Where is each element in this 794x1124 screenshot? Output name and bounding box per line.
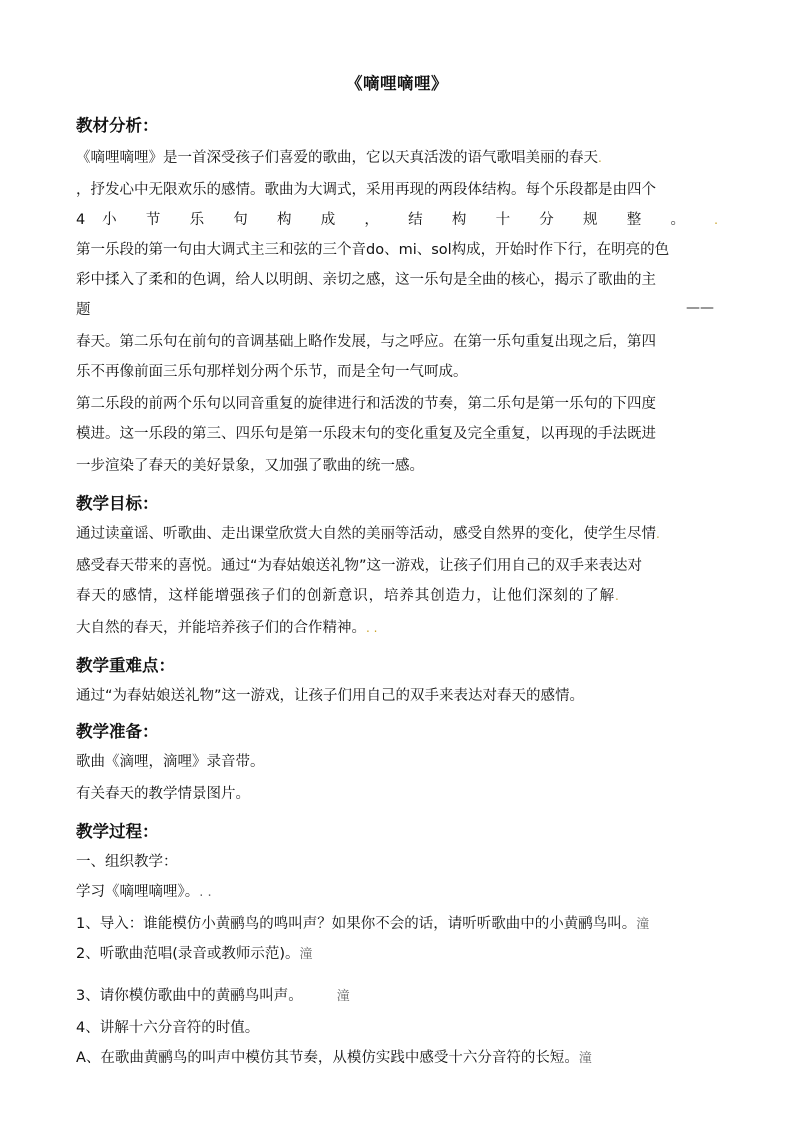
process-line-7-text: A、在歌曲黄鹂鸟的叫声中模仿其节奏，从模仿实践中感受十六分音符的长短。 <box>76 1050 579 1066</box>
process-line-3 <box>76 914 649 935</box>
trailing-char: 潼 <box>636 917 650 932</box>
analysis-line-6: 题 <box>76 302 91 318</box>
section-heading-goals: 教学目标： <box>76 494 159 513</box>
goals-line-4 <box>76 618 377 638</box>
process-line-4 <box>76 944 313 965</box>
em-dash: —— <box>686 300 714 316</box>
process-line-5-text: 3、请你模仿歌曲中的黄鹂鸟叫声。 <box>76 988 303 1004</box>
trailing-mark: . <box>714 213 718 227</box>
page-title: 《嘀哩嘀哩》 <box>346 74 448 93</box>
section-heading-key-points: 教学重难点： <box>76 656 175 675</box>
analysis-line-1 <box>76 148 602 168</box>
preparation-line-1: 歌曲《滴哩，滴哩》录音带。 <box>76 754 265 770</box>
process-line-3-text: 1、导入：谁能模仿小黄鹂鸟的鸣叫声？如果你不会的话，请听听歌曲中的小黄鹂鸟叫。 <box>76 916 637 932</box>
process-line-2 <box>76 882 212 903</box>
section-heading-process: 教学过程： <box>76 822 159 841</box>
process-line-7 <box>76 1048 592 1069</box>
analysis-line-5: 彩中揉入了柔和的色调，给人以明朗、亲切之感，这一乐句是全曲的核心，揭示了歌曲的主 <box>76 272 656 288</box>
goals-line-2: 感受春天带来的喜悦。通过“为春姑娘送礼物”这一游戏，让孩子们用自己的双手来表达对 <box>76 558 643 574</box>
analysis-line-3 <box>76 210 718 230</box>
analysis-line-11: 一步渲染了春天的美好景象，又加强了歌曲的统一感。 <box>76 458 424 474</box>
key-points-line-1: 通过“为春姑娘送礼物”这一游戏，让孩子们用自己的双手来表达对春天的感情。 <box>76 688 585 704</box>
analysis-line-8: 乐不再像前面三乐句那样划分两个乐节，而是全句一气呵成。 <box>76 364 468 380</box>
trailing-mark: . <box>656 527 660 541</box>
analysis-line-1-text: 《嘀哩嘀哩》是一首深受孩子们喜爱的歌曲，它以天真活泼的语气歌唱美丽的春天 <box>76 150 598 166</box>
trailing-mark: . <box>615 589 619 603</box>
analysis-line-9: 第二乐段的前两个乐句以同音重复的旋律进行和活泼的节奏，第二乐句是第一乐句的下四度 <box>76 396 656 412</box>
analysis-line-10: 模进。这一乐段的第三、四乐句是第一乐段末句的变化重复及完全重复，以再现的手法既进 <box>76 426 656 442</box>
analysis-line-2: ，抒发心中无限欢乐的感情。歌曲为大调式，采用再现的两段体结构。每个乐段都是由四个 <box>76 182 656 198</box>
process-line-1: 一、组织教学： <box>76 854 178 870</box>
trailing-char: 潼 <box>336 989 350 1004</box>
analysis-line-3-text: 4 小 节 乐 句 构 成 ， 结 构 十 分 规 整 。 <box>76 212 698 228</box>
trailing-char: 潼 <box>578 1051 592 1066</box>
analysis-line-7: 春天。第二乐句在前句的音调基础上略作发展，与之呼应。在第一乐句重复出现之后，第四 <box>76 334 656 350</box>
goals-line-1-text: 通过读童谣、听歌曲、走出课堂欣赏大自然的美丽等活动，感受自然界的变化，使学生尽情 <box>76 526 656 542</box>
goals-line-3-text: 春天的感情，这样能增强孩子们的创新意识，培养其创造力，让他们深刻的了解 <box>76 588 615 604</box>
goals-line-3 <box>76 586 619 606</box>
section-heading-analysis: 教材分析： <box>76 116 159 135</box>
trailing-mark: . <box>598 151 602 165</box>
process-line-6: 4、讲解十六分音符的时值。 <box>76 1020 260 1036</box>
section-heading-preparation: 教学准备： <box>76 722 159 741</box>
process-line-4-text: 2、听歌曲范唱(录音或教师示范)。 <box>76 946 300 962</box>
goals-line-1 <box>76 524 660 544</box>
process-line-2-text: 学习《嘀哩嘀哩》。 <box>76 884 200 900</box>
analysis-line-4: 第一乐段的第一句由大调式主三和弦的三个音do、mi、sol构成，开始时作下行，在明亮的色 <box>76 242 670 258</box>
preparation-line-2: 有关春天的教学情景图片。 <box>76 786 250 802</box>
trailing-mark: . . <box>199 885 212 900</box>
trailing-mark: . . <box>366 621 378 635</box>
process-line-5 <box>76 986 350 1007</box>
trailing-char: 潼 <box>299 947 313 962</box>
goals-line-4-text: 大自然的春天，并能培养孩子们的合作精神。 <box>76 620 366 636</box>
